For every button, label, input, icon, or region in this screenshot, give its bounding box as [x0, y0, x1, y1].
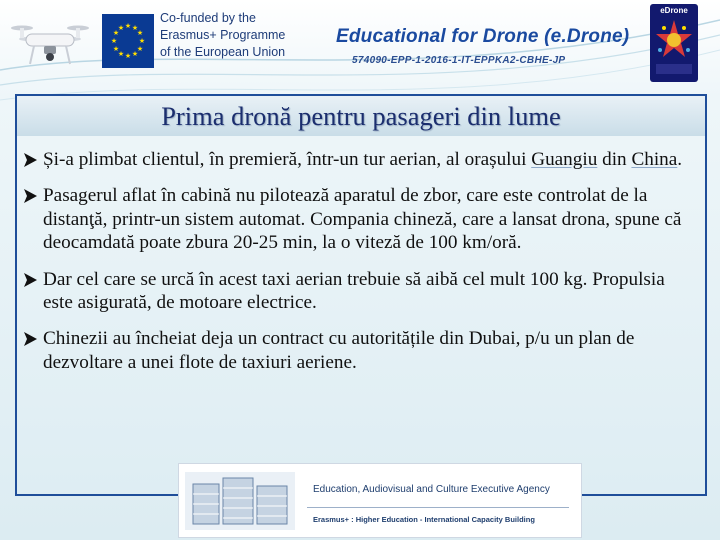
project-title: Educational for Drone (e.Drone) [336, 26, 630, 47]
arrow-bullet-icon [22, 184, 39, 207]
svg-text:★: ★ [131, 50, 139, 58]
svg-text:★: ★ [136, 29, 144, 37]
svg-text:★: ★ [117, 24, 125, 32]
svg-text:★: ★ [138, 37, 146, 45]
eu-line-3: of the European Union [160, 45, 286, 59]
footer-divider [307, 507, 569, 508]
bullet-1-text-b: Guangiu [531, 149, 598, 170]
agency-name: Education, Audiovisual and Culture Executive Agency [313, 484, 550, 495]
bullet-item-2 [22, 184, 692, 254]
svg-text:★: ★ [117, 50, 125, 58]
edrone-logo-label: eDrone [660, 6, 688, 15]
bullet-list [22, 148, 692, 387]
svg-text:★: ★ [112, 29, 120, 37]
slide-title: Prima dronă pentru pasageri din lume [161, 101, 561, 131]
bullet-2-text: Pasagerul aflat în cabină nu pilotează aparatul de zbor, care este controlat de la distanţă, printr-un sistem automat. Compania chineză, care a lansat drona, spune că deocamdată poate zbura 20-25 min, la o viteză de 100 km/oră. [43, 185, 682, 254]
slide-header [0, 0, 720, 82]
bullet-1-text-a: Și-a plimbat clientul, în premieră, într-un tur aerian, al orașului [43, 149, 532, 170]
bullet-1-text-d: China [631, 149, 678, 170]
eu-flag-icon [102, 14, 154, 68]
footer-banner [178, 463, 582, 538]
arrow-bullet-icon [22, 268, 39, 291]
bullet-item-1 [22, 148, 692, 171]
bullet-4-text: Chinezii au încheiat deja un contract cu autoritățile din Dubai, p/u un plan de dezvoltare a unei flote de taxiuri aeriene. [43, 328, 635, 373]
bullet-item-4 [22, 327, 692, 374]
svg-text:★: ★ [110, 37, 118, 45]
eacea-building-icon [185, 472, 295, 530]
bullet-1-text-c: din [597, 149, 632, 170]
bullet-3-text: Dar cel care se urcă în acest taxi aerian trebuie să aibă cel mult 100 kg. Propulsia este asigurată, de motoare electrice. [43, 268, 665, 314]
eu-line-2: Erasmus+ Programme [160, 28, 286, 42]
eu-cofunded-text [160, 10, 290, 61]
project-code: 574090-EPP-1-2016-1-IT-EPPKA2-CBHE-JP [352, 55, 566, 66]
svg-text:★: ★ [112, 45, 120, 53]
drone-icon [8, 14, 92, 74]
bullet-1-text-e: . [677, 149, 683, 170]
program-name: Erasmus+ : Higher Education - International Capacity Building [313, 515, 535, 524]
svg-text:★: ★ [131, 24, 139, 32]
svg-text:★: ★ [124, 22, 132, 30]
svg-text:★: ★ [124, 52, 132, 60]
arrow-bullet-icon [22, 148, 39, 171]
arrow-bullet-icon [22, 327, 39, 350]
edrone-logo-icon [650, 4, 698, 82]
eu-line-1: Co-funded by the [160, 11, 256, 25]
svg-text:★: ★ [136, 45, 144, 53]
bullet-item-3 [22, 268, 692, 315]
